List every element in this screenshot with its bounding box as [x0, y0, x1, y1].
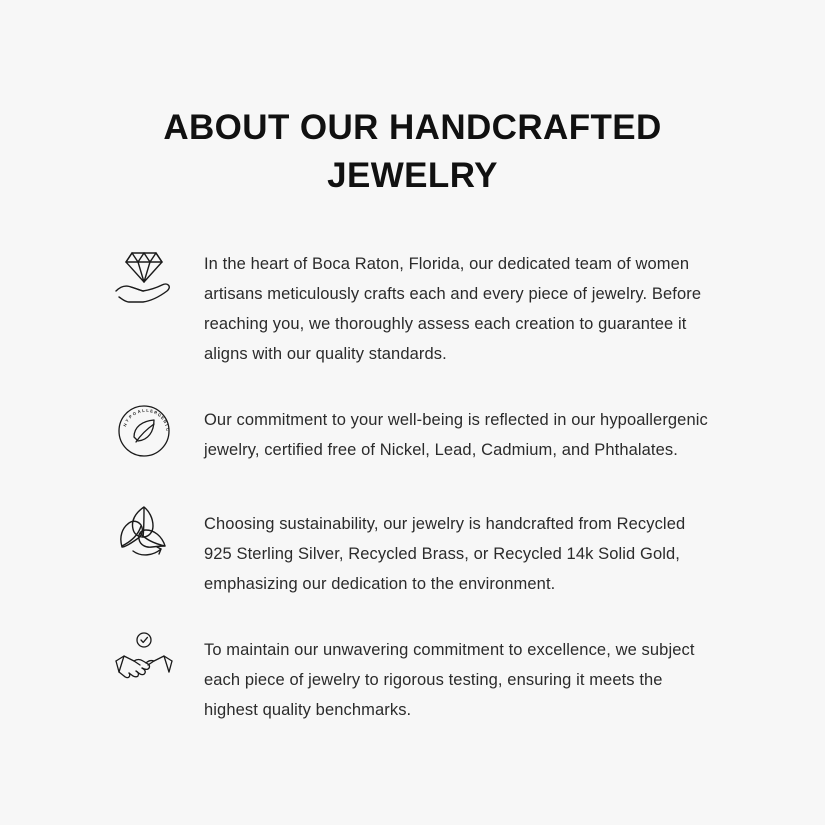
svg-text:H: H — [122, 421, 129, 428]
page-title: ABOUT OUR HANDCRAFTED JEWELRY — [163, 108, 662, 196]
svg-text:O: O — [131, 410, 138, 417]
list-item-text: In the heart of Boca Raton, Florida, our dedicated team of women artisans meticulously crafts each and every piece of jewelry. Before reaching you, we thoroughly assess each creation to guarantee it aligns with our quality standards. — [204, 254, 702, 363]
svg-text:N: N — [162, 418, 169, 425]
list-item — [108, 243, 715, 369]
handshake-check-icon — [108, 631, 180, 703]
svg-text:L: L — [141, 407, 146, 413]
recycled-leaves-icon — [108, 503, 180, 575]
svg-text:E: E — [149, 407, 154, 414]
svg-text:R: R — [153, 409, 159, 416]
svg-text:G: G — [156, 411, 163, 418]
svg-text:Y: Y — [124, 417, 131, 423]
svg-text:P: P — [127, 413, 134, 420]
list-item — [108, 395, 715, 473]
svg-text:L: L — [146, 407, 150, 413]
feature-list — [0, 243, 825, 725]
svg-text:E: E — [159, 414, 166, 421]
list-item-text: Choosing sustainability, our jewelry is handcrafted from Recycled 925 Sterling Silver, Recycled Brass, or Recycled 14k Solid Gold, emphasizing our dedication to the environment. — [204, 514, 686, 593]
list-item-text: Our commitment to your well-being is reflected in our hypoallergenic jewelry, certified free of Nickel, Lead, Cadmium, and Phthalates. — [204, 410, 708, 459]
list-item — [108, 625, 715, 725]
svg-text:I: I — [164, 422, 170, 427]
diamond-in-hand-icon — [108, 245, 180, 317]
svg-text:C: C — [164, 426, 171, 432]
list-item — [108, 499, 715, 599]
svg-text:A: A — [136, 408, 142, 414]
list-item-text: To maintain our unwavering commitment to excellence, we subject each piece of jewelry to rigorous testing, ensuring it meets the highest quality benchmarks. — [204, 640, 695, 719]
hypoallergenic-leaf-badge-icon — [108, 401, 180, 473]
